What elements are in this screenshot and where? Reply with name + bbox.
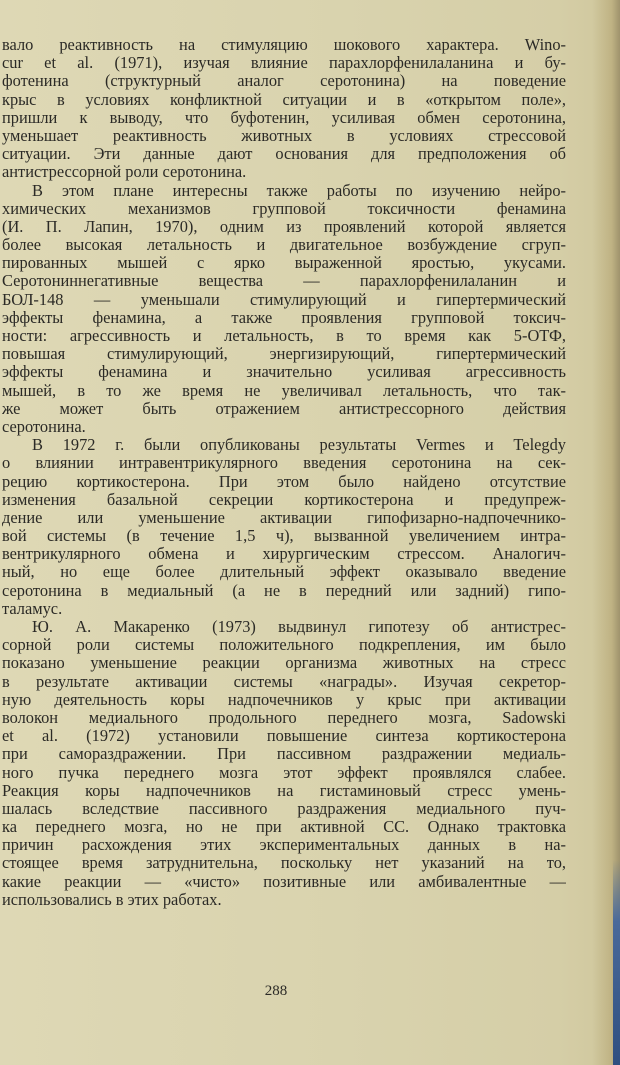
text-line: использовались в этих работах.: [2, 890, 222, 909]
text-line: показано уменьшение реакции организма животных на стресс: [2, 654, 566, 673]
text-line: ности: агрессивность и летальность, в то время как 5-ОТФ,: [2, 327, 566, 345]
text-line: серотонина в медиальный (а не в передний или задний) гипо-: [2, 581, 566, 600]
text-line: фотенина (структурный аналог серотонина) на поведение: [2, 72, 566, 91]
text-line: рецию кортикостерона. При этом было найдено отсутствие: [2, 472, 566, 491]
text-line: Реакция коры надпочечников на гистаминовый стресс умень-: [2, 781, 566, 800]
text-line: Ю. А. Макаренко (1973) выдвинул гипотезу об антистрес-: [32, 618, 566, 636]
text-line: вой системы (в течение 1,5 ч), вызванной увеличением интра-: [2, 527, 566, 546]
text-line: эффекты фенамина, а также проявления групповой токсич-: [2, 308, 566, 327]
text-line: стоящее время затруднительна, поскольку нет указаний на то,: [2, 854, 566, 873]
text-line: более высокая летальность и двигательное возбуждение сгруп-: [2, 236, 566, 255]
text-line: при самораздражении. При пассивном раздражении медиаль-: [2, 745, 566, 764]
text-line: ситуации. Эти данные дают основания для предположения об: [2, 145, 566, 164]
text-line: ный, но еще более длительный эффект оказывало введение: [2, 563, 566, 582]
text-line: БОЛ-148 — уменьшали стимулирующий и гипертермический: [2, 290, 566, 309]
page-number: 288: [264, 983, 288, 999]
text-line: о влиянии интравентрикулярного введения серотонина на сек-: [2, 454, 566, 473]
text-line: пришли к выводу, что буфотенин, усиливая обмен серотонина,: [2, 108, 566, 127]
text-line: таламус.: [2, 599, 63, 618]
text-line: В этом плане интересны также работы по изучению нейро-: [32, 181, 566, 200]
text-line: химических механизмов групповой токсичности фенамина: [2, 199, 566, 218]
text-line: cur et al. (1971), изучая влияние парахлорфенилаланина и бу-: [2, 54, 566, 73]
text-line: крыс в условиях конфликтной ситуации и в «открытом поле»,: [2, 90, 566, 109]
text-line: серотонина.: [2, 417, 86, 436]
text-line: шалась вследствие пассивного раздражения медиального пуч-: [2, 799, 566, 818]
text-line: причин расхождения этих экспериментальных данных в на-: [2, 836, 566, 855]
text-line: эффекты фенамина и значительно усиливая агрессивность: [2, 363, 566, 382]
text-line: в результате активации системы «награды». Изучая секретор-: [2, 672, 566, 691]
text-line: антистрессорной роли серотонина.: [2, 163, 247, 182]
text-line: же может быть отражением антистрессорного действия: [2, 399, 566, 418]
text-line: Серотониннегативные вещества — парахлорфенилаланин и: [2, 272, 566, 291]
text-line: повышая стимулирующий, энергизирующий, гипертермический: [2, 345, 566, 364]
text-line: (И. П. Лапин, 1970), одним из проявлений которой является: [2, 217, 566, 236]
body-text: [2, 36, 566, 909]
text-line: уменьшает реактивность животных в условиях стрессовой: [2, 126, 566, 145]
text-line: ную деятельность коры надпочечников у крыс при активации: [2, 690, 566, 709]
text-line: волокон медиального продольного переднего мозга, Sadowski: [2, 708, 566, 727]
text-line: вало реактивность на стимуляцию шокового характера. Wino-: [2, 36, 566, 54]
text-line: ка переднего мозга, но не при активной СС. Однако трактовка: [2, 818, 566, 837]
text-line: мышей, в то же время не увеличивал летальность, что так-: [2, 381, 566, 400]
text-line: изменения базальной секреции кортикостерона и предупреж-: [2, 490, 566, 509]
text-line: сорной роли системы положительного подкрепления, им было: [2, 636, 566, 655]
text-line: какие реакции — «чисто» позитивные или амбивалентные —: [2, 872, 566, 891]
text-line: дение или уменьшение активации гипофизарно-надпочечнико-: [2, 508, 566, 527]
text-line: et al. (1972) установили повышение синтеза кортикостерона: [2, 727, 566, 746]
text-line: вентрикулярного обмена и хирургическим стрессом. Аналогич-: [2, 545, 566, 564]
text-line: пированных мышей с ярко выраженной яростью, укусами.: [2, 254, 566, 273]
cover-edge: [613, 860, 620, 1065]
text-line: В 1972 г. были опубликованы результаты Vermes и Telegdy: [32, 436, 566, 455]
text-line: ного пучка переднего мозга этот эффект проявлялся слабее.: [2, 763, 566, 782]
